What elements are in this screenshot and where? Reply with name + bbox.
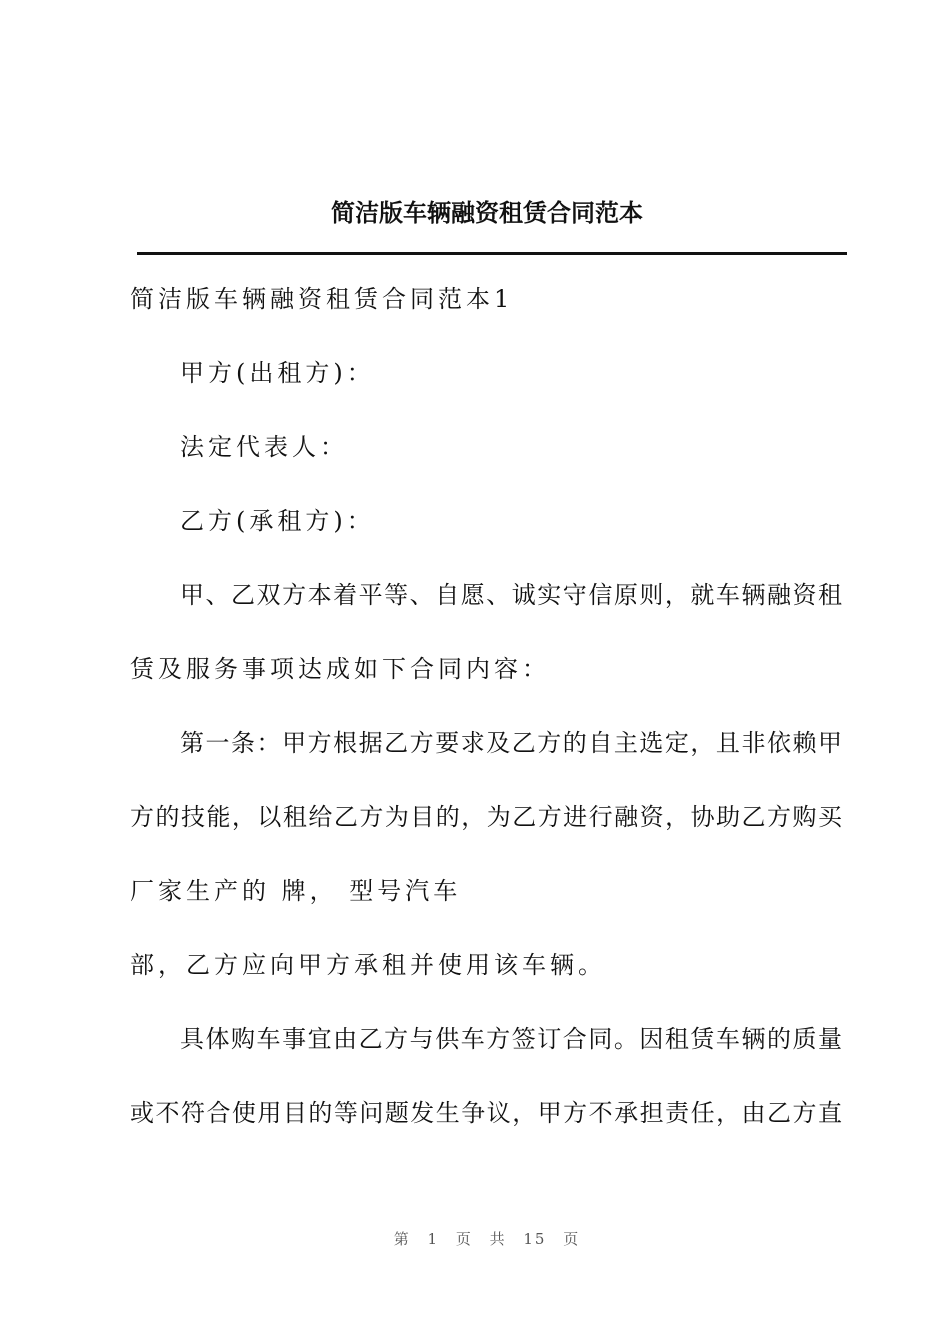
title-divider	[137, 252, 847, 255]
body-line: 具体购车事宜由乙方与供车方签订合同。因租赁车辆的质量	[180, 1025, 842, 1053]
legal-representative-label: 法定代表人：	[180, 433, 348, 461]
document-title: 简洁版车辆融资租赁合同范本	[331, 198, 643, 227]
body-line: 方的技能，以租给乙方为目的，为乙方进行融资，协助乙方购买	[130, 803, 842, 831]
party-a-label: 甲方(出租方)：	[180, 359, 375, 387]
body-line: 厂家生产的 牌， 型号汽车	[130, 877, 462, 905]
page-footer: 第 1 页 共 15 页	[393, 1230, 581, 1248]
body-line: 部，乙方应向甲方承租并使用该车辆。	[130, 951, 606, 979]
party-b-label: 乙方(承租方)：	[180, 507, 375, 535]
body-line: 赁及服务事项达成如下合同内容：	[130, 655, 550, 683]
body-line: 第一条：甲方根据乙方要求及乙方的自主选定，且非依赖甲	[180, 729, 842, 757]
body-line: 甲、乙双方本着平等、自愿、诚实守信原则，就车辆融资租	[180, 581, 842, 609]
body-line: 或不符合使用目的等问题发生争议，甲方不承担责任，由乙方直	[130, 1099, 842, 1127]
section-heading: 简洁版车辆融资租赁合同范本1	[130, 285, 514, 313]
